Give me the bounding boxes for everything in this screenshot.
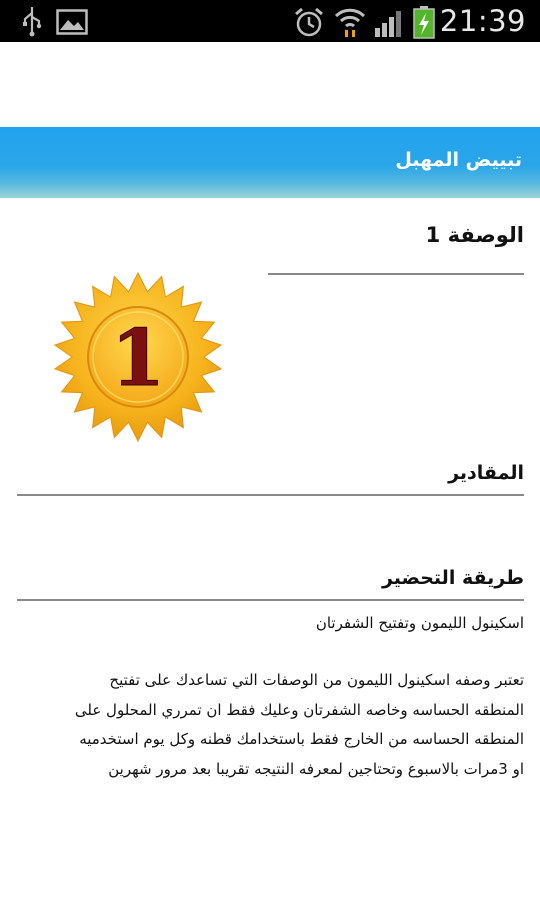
ingredients-divider [17,494,524,496]
body-line: المنطقه الحساسه وخاصه الشفرتان وعليك فقط ان تمرري المحلول على [74,700,524,719]
alarm-icon [293,6,325,38]
wifi-icon [333,4,367,38]
usb-icon [20,5,44,37]
ingredients-heading: المقادير [448,462,524,484]
status-time: 21:39 [439,4,526,38]
signal-icon [373,8,405,38]
app-bar [0,127,540,198]
preparation-heading: طريقة التحضير [381,567,524,589]
recipe-body [14,666,524,784]
number-one-badge-icon [52,272,224,442]
preparation-divider [17,599,524,601]
recipe-title: الوصفة 1 [425,223,524,247]
battery-charging-icon [412,5,436,39]
badge-number: 1 [110,313,166,404]
title-divider [268,273,524,275]
recipe-subtitle: اسكينول الليمون وتفتيح الشفرتان [315,614,524,632]
image-icon [56,9,88,35]
status-bar [0,0,540,42]
body-line: او 3مرات بالاسبوع وتحتاجين لمعرفه النتيجه تقريبا بعد مرور شهرين [108,759,524,778]
body-line: المنطقه الحساسه من الخارج فقط باستخدامك قطنه وكل يوم استخدميه [79,730,524,748]
app-bar-title: تبييض المهبل [395,149,522,171]
body-line: تعتبر وصفه اسكينول الليمون من الوصفات التي تساعدك على تفتيح [109,671,524,689]
